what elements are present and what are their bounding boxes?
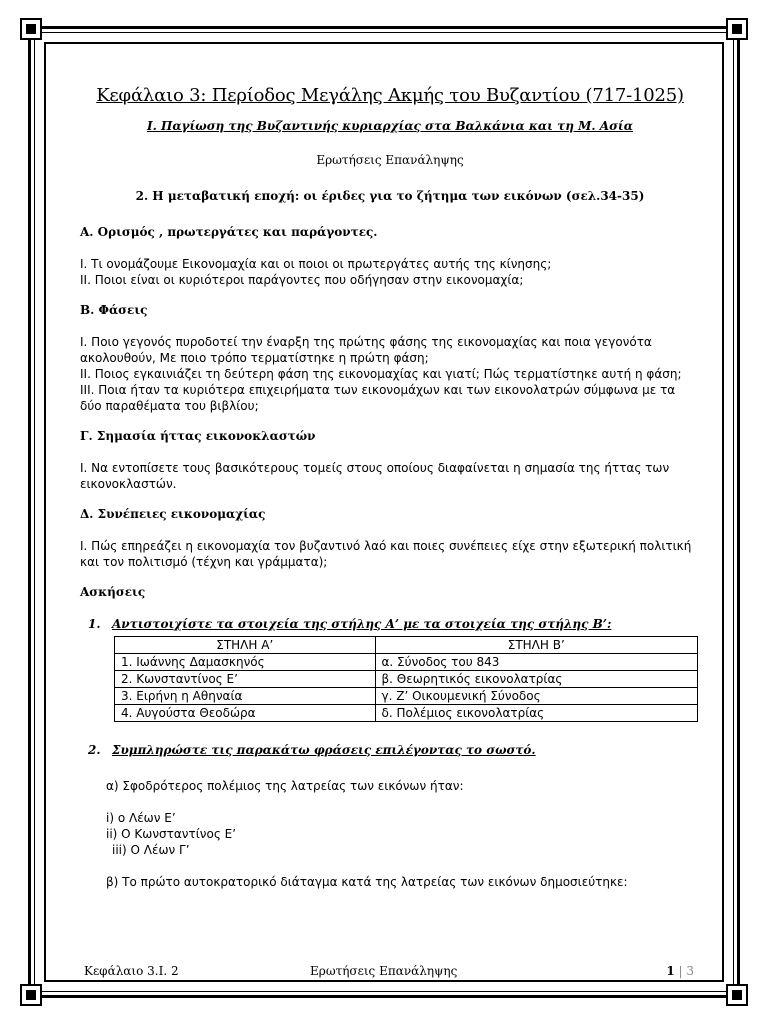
corner-ornament — [726, 18, 748, 40]
exercise-text: Αντιστοιχίστε τα στοιχεία της στήλης Α’ με τα στοιχεία της στήλης Β’: — [112, 617, 612, 631]
question: III. Ποια ήταν τα κυριότερα επιχειρήματα των εικονομάχων και των εικονολατρών σύμφωνα με τα δύο παραθέματα του βιβλίου; — [80, 383, 676, 413]
heading-a: Α. Ορισμός , πρωτεργάτες και παράγοντες. — [80, 225, 378, 239]
exercise-2-prompt — [88, 742, 700, 758]
option: iii) Ο Λέων Γ’ — [112, 843, 190, 857]
column-header-a: ΣΤΗΛΗ Α’ — [115, 637, 376, 654]
table-cell: 2. Κωνσταντίνος Ε’ — [115, 671, 376, 688]
footer-title: Ερωτήσεις Επανάληψης — [310, 964, 458, 978]
table-cell: δ. Πολέμιος εικονολατρίας — [375, 705, 697, 722]
option: ii) Ο Κωνσταντίνος Ε’ — [106, 827, 237, 841]
table-cell: α. Σύνοδος του 843 — [375, 654, 697, 671]
table-cell: 1. Ιωάννης Δαμασκηνός — [115, 654, 376, 671]
page-number — [666, 964, 694, 978]
question: II. Ποιοι είναι οι κυριότεροι παράγοντες που οδήγησαν στην εικονομαχία; — [80, 273, 524, 287]
chapter-title: Κεφάλαιο 3: Περίοδος Μεγάλης Ακμής του Βυζαντίου (717-1025) — [96, 85, 684, 106]
subtitle: Ερωτήσεις Επανάληψης — [316, 153, 464, 167]
table-cell: 3. Ειρήνη η Αθηναία — [115, 688, 376, 705]
corner-ornament — [20, 18, 42, 40]
corner-ornament — [20, 984, 42, 1006]
question: β) Το πρώτο αυτοκρατορικό διάταγμα κατά της λατρείας των εικόνων δημοσιεύτηκε: — [106, 875, 628, 889]
table-cell: γ. Ζ’ Οικουμενική Σύνοδος — [375, 688, 697, 705]
exercise-number: 2. — [88, 743, 101, 757]
question: I. Πώς επηρεάζει η εικονομαχία τον βυζαντινό λαό και ποιες συνέπειες είχε στην εξωτερική πολιτική και τον πολιτισμό (τέχνη και γράμματα); — [80, 539, 692, 569]
heading-c: Γ. Σημασία ήττας εικονοκλαστών — [80, 429, 316, 443]
exercise-1-prompt — [88, 616, 700, 632]
total-pages: 3 — [686, 964, 694, 978]
page-separator: | — [674, 964, 687, 978]
heading-d: Δ. Συνέπειες εικονομαχίας — [80, 507, 266, 521]
matching-table — [114, 636, 698, 722]
table-cell: β. Θεωρητικός εικονολατρίας — [375, 671, 697, 688]
column-header-b: ΣΤΗΛΗ Β’ — [375, 637, 697, 654]
current-page: 1 — [666, 964, 675, 978]
question: II. Ποιος εγκαινιάζει τη δεύτερη φάση της εικονομαχίας και γιατί; Πώς τερματίστηκε αυτή η φάση; — [80, 367, 682, 381]
heading-b: Β. Φάσεις — [80, 303, 148, 317]
table-cell: 4. Αυγούστα Θεοδώρα — [115, 705, 376, 722]
exercise-number: 1. — [88, 617, 101, 631]
heading-exercises: Ασκήσεις — [80, 585, 146, 599]
corner-ornament — [726, 984, 748, 1006]
question: I. Να εντοπίσετε τους βασικότερους τομείς στους οποίους διαφαίνεται η σημασία της ήττας των εικονοκλαστών. — [80, 461, 670, 491]
unit-title: 2. Η μεταβατική εποχή: οι έριδες για το ζήτημα των εικόνων (σελ.34-35) — [135, 189, 645, 203]
table-row — [115, 654, 698, 671]
question: I. Τι ονομάζουμε Εικονομαχία και οι ποιοι οι πρωτεργάτες αυτής της κίνησης; — [80, 257, 552, 271]
question: I. Ποιο γεγονός πυροδοτεί την έναρξη της πρώτης φάσης της εικονομαχίας και ποια γεγονότα ακολουθούν, Με ποιο τρόπο τερματίστηκε η πρώτη φάση; — [80, 335, 652, 365]
question: α) Σφοδρότερος πολέμιος της λατρείας των εικόνων ήταν: — [106, 779, 464, 793]
exercise-text: Συμπληρώστε τις παρακάτω φράσεις επιλέγοντας το σωστό. — [112, 743, 536, 757]
document-body — [80, 80, 700, 890]
option: i) ο Λέων Ε’ — [106, 811, 176, 825]
footer-chapter: Κεφάλαιο 3.Ι. 2 — [84, 964, 179, 978]
table-row — [115, 705, 698, 722]
table-row — [115, 688, 698, 705]
table-row — [115, 671, 698, 688]
section-title: I. Παγίωση της Βυζαντινής κυριαρχίας στα Βαλκάνια και τη Μ. Ασία — [147, 119, 633, 133]
